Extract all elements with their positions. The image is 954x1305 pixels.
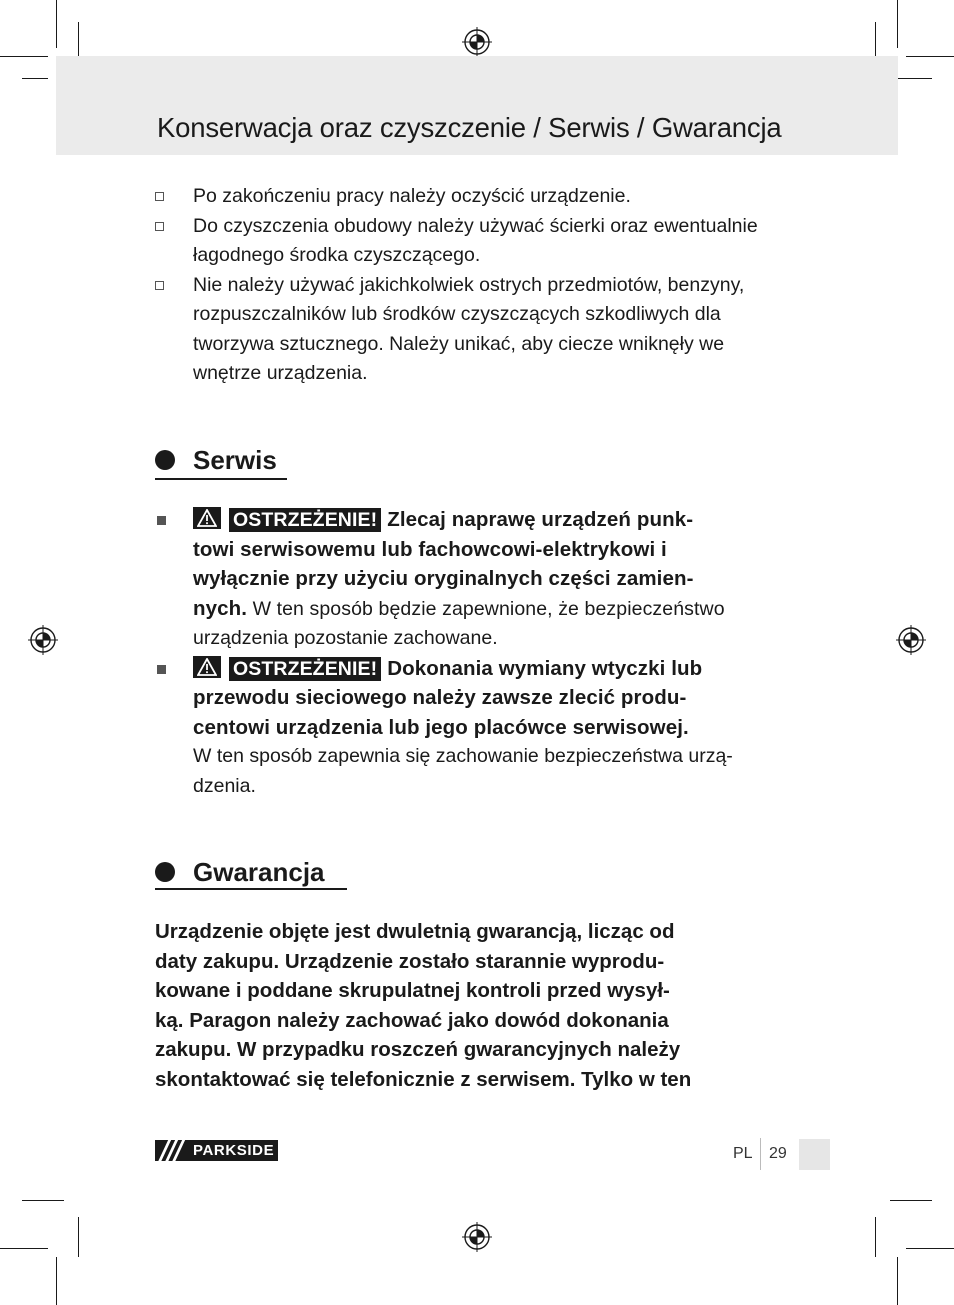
registration-mark-icon [462,1222,492,1252]
logo-slashes-icon [155,1140,191,1161]
warranty-line: skontaktować się telefonicznie z serwisem. Tylko w ten [155,1067,692,1091]
crop-mark [22,1200,64,1201]
list-item-line: tworzywa sztucznego. Należy unikać, aby ciecze wniknęły we [193,332,725,355]
list-item [155,182,815,212]
parkside-logo [155,1140,278,1161]
warning-label: OSTRZEŻENIE! [229,508,381,532]
warning-bold-text: Zlecaj naprawę urządzeń punk- [387,508,694,531]
crop-mark [890,1200,932,1201]
crop-mark [906,56,954,57]
heading-dot-icon [155,862,175,882]
section-heading-text: Serwis [193,445,277,475]
warning-line: wyłącznie przy użyciu oryginalnych części zamien- [193,567,694,590]
list-item-line: łagodnego środka czyszczącego. [193,244,481,266]
list-item [155,271,815,389]
heading-underline [155,478,287,480]
checkbox-bullet-icon [155,222,164,231]
logo-brand-text: PARKSIDE [191,1140,278,1161]
warranty-line: Urządzenie objęte jest dwuletnią gwarancją, licząc od [155,920,675,943]
crop-mark [56,0,57,48]
list-item [155,212,815,271]
footer-tab-box [799,1139,830,1170]
service-warnings [155,505,815,801]
square-bullet-icon [157,665,166,674]
crop-mark [897,1257,898,1305]
warranty-line: zakupu. W przypadku roszczeń gwarancyjnych należy [155,1038,681,1061]
checkbox-bullet-icon [155,281,164,290]
crop-mark [906,1248,954,1249]
list-item-line: Po zakończeniu pracy należy oczyścić urządzenie. [193,185,631,207]
heading-underline [155,888,347,890]
warning-regular-line: W ten sposób zapewnia się zachowanie bezpieczeństwa urzą- [193,745,733,767]
warning-bold-text: nych. [193,596,248,620]
heading-dot-icon [155,450,175,470]
warning-triangle-icon [193,507,221,529]
warning-regular-line: urządzenia pozostanie zachowane. [193,627,498,649]
list-item-line: rozpuszczalników lub środków czyszczących szkodliwych dla [193,303,721,325]
crop-mark [0,1248,48,1249]
crop-mark [22,78,48,79]
registration-mark-icon [896,625,926,655]
page-title: Konserwacja oraz czyszczenie / Serwis / Gwarancja [157,112,782,143]
warning-label: OSTRZEŻENIE! [229,657,381,681]
warning-line: centowi urządzenia lub jego placówce serwisowej. [193,715,689,739]
warning-bold-text: Dokonania wymiany wtyczki lub [387,656,703,680]
crop-mark [78,1217,79,1257]
warranty-text [155,917,815,1094]
registration-mark-icon [28,625,58,655]
section-heading-text: Gwarancja [193,857,325,887]
warranty-line: ką. Paragon należy zachować jako dowód dokonania [155,1008,669,1032]
list-item-line: wnętrze urządzenia. [193,362,368,384]
footer-divider [760,1138,761,1170]
warning-triangle-icon [193,656,221,678]
footer-page-number: 29 [769,1145,787,1162]
warning-line: towi serwisowemu lub fachowcowi-elektrykowi i [193,537,667,561]
warranty-line: daty zakupu. Urządzenie zostało starannie wyprodu- [155,949,665,973]
section-heading-warranty [155,855,325,889]
warning-line: przewodu sieciowego należy zawsze zlecić produ- [193,686,687,709]
warning-regular-line: dzenia. [193,774,256,797]
warning-item [155,505,815,654]
warning-line [193,594,815,625]
registration-mark-icon [462,27,492,57]
crop-mark [875,1217,876,1257]
checkbox-bullet-icon [155,192,164,201]
crop-mark [56,1257,57,1305]
warning-line [193,654,815,684]
cleaning-list [155,182,815,389]
footer-language: PL [733,1145,753,1162]
square-bullet-icon [157,516,166,525]
crop-mark [0,56,48,57]
list-item-line: Do czyszczenia obudowy należy używać ścierki oraz ewentualnie [193,214,758,237]
warning-regular-text: W ten sposób będzie zapewnione, że bezpieczeństwo [247,597,725,620]
warning-line [193,505,815,535]
warning-item [155,654,815,802]
section-heading-service [155,443,277,477]
warranty-line: kowane i poddane skrupulatnej kontroli przed wysył- [155,979,670,1002]
crop-mark [897,0,898,48]
list-item-line: Nie należy używać jakichkolwiek ostrych przedmiotów, benzyny, [193,273,745,296]
